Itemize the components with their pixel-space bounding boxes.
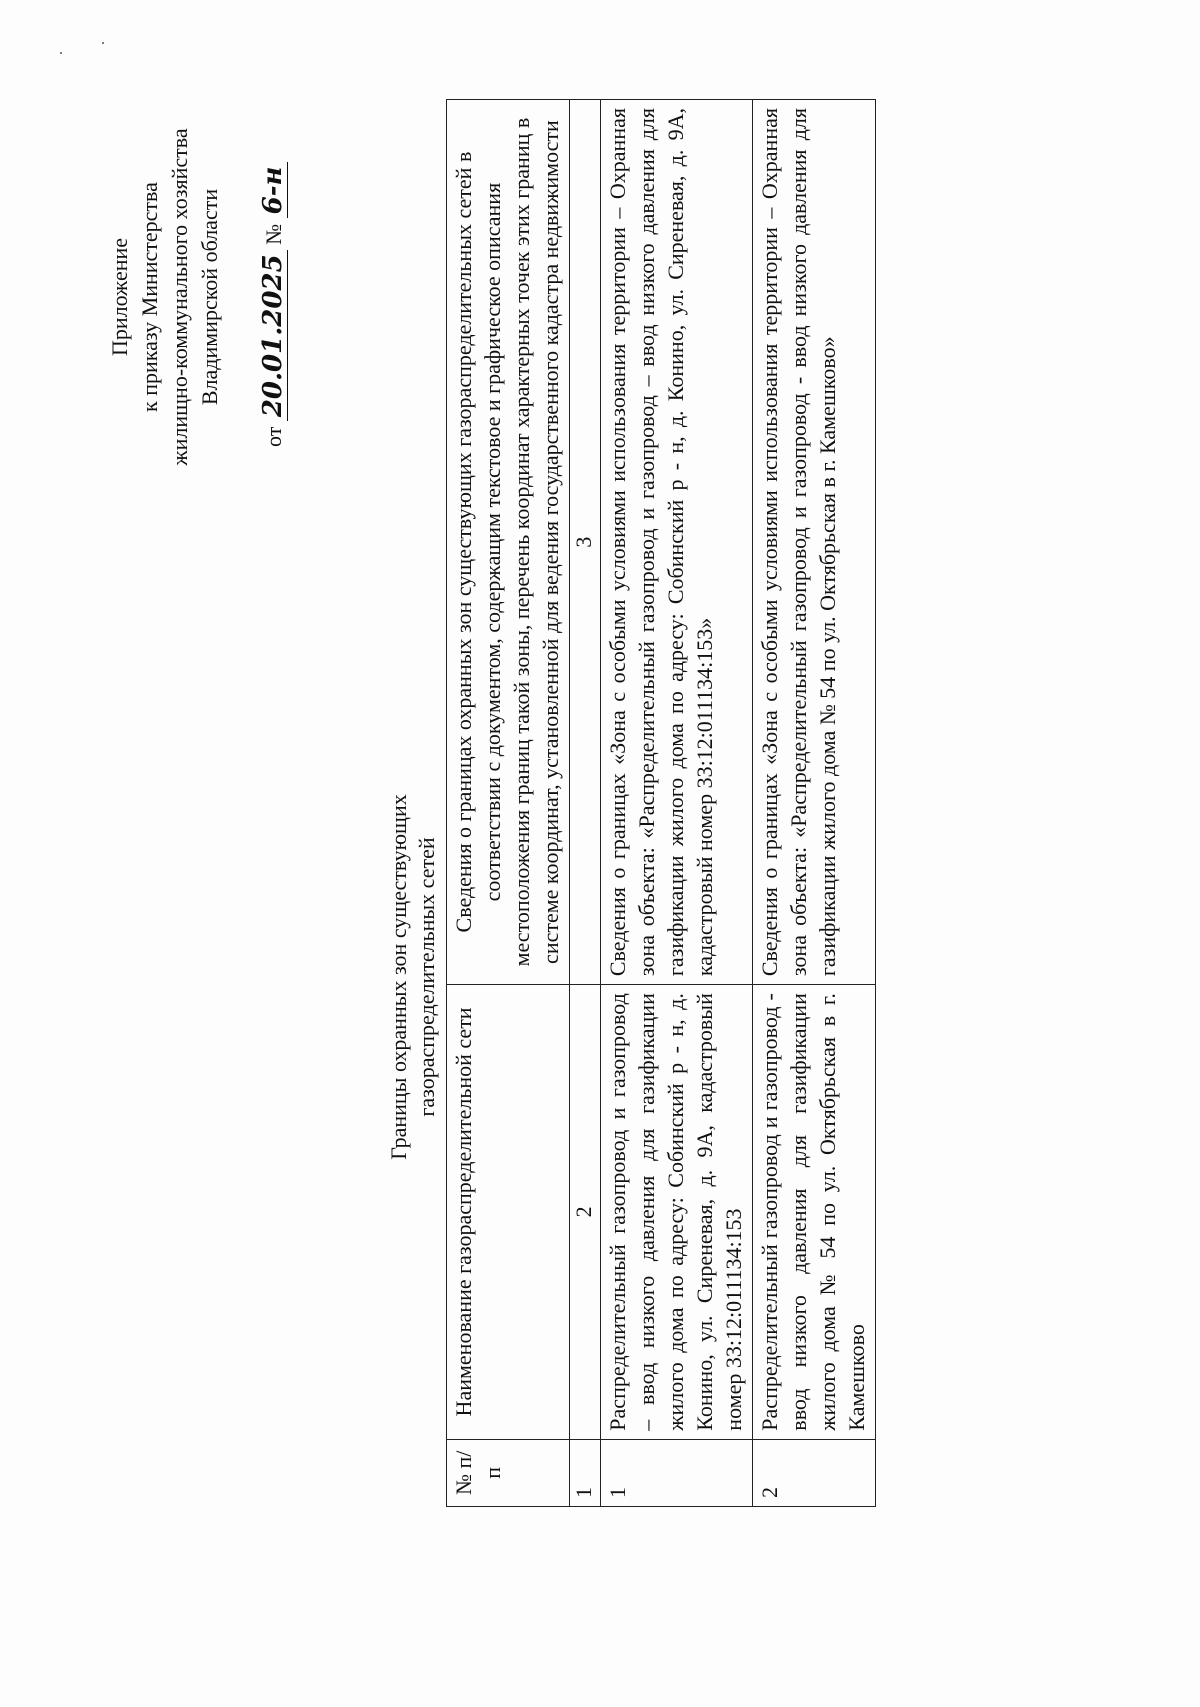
zones-table (446, 99, 876, 1507)
approval-block (105, 127, 289, 467)
header-network-name: Наименование газораспределительной сети (447, 985, 570, 1440)
approval-line: Владимирской области (197, 188, 222, 406)
table-row (601, 100, 753, 1507)
date-prefix: от (261, 426, 286, 447)
numbering-cell: 3 (570, 100, 601, 985)
header-zone-info: Сведения о границах охранных зон существующих газораспределительных сетей в соответствии с документом, содержащим текстовое и графическое описания местоположения границ такой зоны, перечень координат характерных точек этих границ в системе координат, установленной для ведения государственного кадастра недвижимости (447, 100, 570, 985)
row-number: 1 (601, 1439, 753, 1506)
handwritten-date: 20.01.2025 (259, 250, 288, 421)
header-number: № п/п (447, 1439, 570, 1506)
document-title (385, 627, 441, 1327)
table-numbering-row (570, 100, 601, 1507)
title-line: газораспределительных сетей (414, 837, 439, 1117)
row-network-name: Распределительный газопровод и газопровод – ввод низкого давления для газификации жилого дома по адресу: Собинский р - н, д. Конино, ул. Сиреневая, д. 9А, кадастровый номер 33:12:011134:153 (601, 985, 753, 1440)
row-zone-info: Сведения о границах «Зона с особыми условиями использования территории – Охранная зона объекта: «Распределительный газопровод и газопровод – ввод низкого давления для газификации жилого дома по адресу: Собинский р - н, д. Конино, ул. Сиреневая, д. 9А, кадастровый номер 33:12:011134:153» (601, 100, 753, 985)
approval-line: к приказу Министерства (137, 182, 162, 412)
approval-line: Приложение (107, 237, 132, 357)
title-line: Границы охранных зон существующих (386, 794, 411, 1160)
approval-line: жилищно-коммунального хозяйства (167, 128, 192, 466)
numbering-cell: 2 (570, 985, 601, 1440)
numbering-cell: 1 (570, 1439, 601, 1506)
approval-date-line (259, 127, 289, 467)
number-prefix: № (261, 223, 286, 245)
handwritten-number: 6-н (259, 162, 288, 218)
table-row (753, 100, 876, 1507)
table-header-row (447, 100, 570, 1507)
row-zone-info: Сведения о границах «Зона с особыми условиями использования территории – Охранная зона объекта: «Распределительный газопровод и газопровод - ввод низкого давления для газификации жилого дома № 54 по ул. Октябрьская в г. Камешково» (753, 100, 876, 985)
row-number: 2 (753, 1439, 876, 1506)
row-network-name: Распределительный газопровод и газопровод - ввод низкого давления для газификации жилого дома № 54 по ул. Октябрьская в г. Камешково (753, 985, 876, 1440)
